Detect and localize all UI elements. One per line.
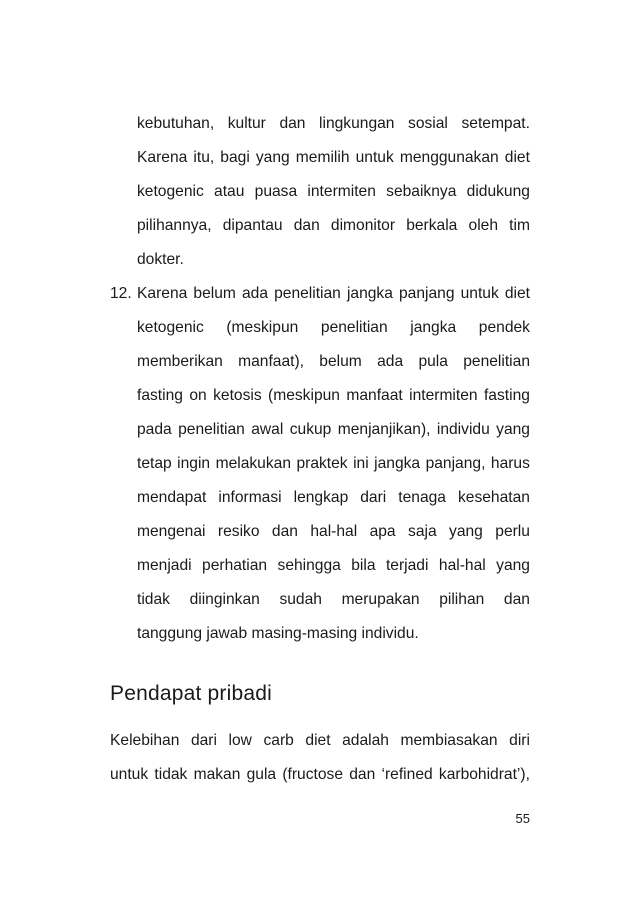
text-line [137,454,530,474]
word: pendek [478,319,530,336]
word: sosial [408,115,448,132]
word: individu [436,421,490,438]
word: Karena [137,149,188,166]
word: hal-hal [310,523,358,540]
word: dan [271,523,298,540]
word: dan [293,217,320,234]
word: itu, [193,149,215,166]
word: jangka [346,285,393,302]
word: setempat. [461,115,530,132]
text-line [137,148,530,168]
word: penelitian [320,319,388,336]
word: berkala [406,217,458,234]
word: gula [246,766,277,783]
word: membiasakan [400,732,498,749]
word: puasa [254,183,298,200]
text-line [137,216,530,236]
word: makan [193,766,241,783]
word: praktek [296,455,348,472]
word: pada [137,421,172,438]
text-line: dokter. [137,251,184,268]
text-line [137,318,530,338]
text-line [137,182,530,202]
word: dimonitor [330,217,396,234]
word: menggunakan [399,149,499,166]
word: perlu [495,523,530,540]
text-line [137,556,530,576]
word: ada [377,353,404,370]
word: harus [490,455,530,472]
word: penelitian [178,421,245,438]
text-line [137,114,530,134]
word: menjadi [137,557,192,574]
word: karbohidrat’), [438,766,530,783]
word: sudah [279,591,322,608]
word: manfaat [346,387,403,404]
word: yang [449,523,483,540]
word: on [189,387,207,404]
word: didukung [466,183,530,200]
word: memberikan [137,353,223,370]
word: diri [509,732,530,749]
word: tidak [154,766,188,783]
word: untuk [110,766,149,783]
word: fasting [137,387,183,404]
word: kultur [227,115,266,132]
word: tidak [137,591,170,608]
word: dan [503,591,530,608]
word: ketosis [213,387,262,404]
word: dari [360,489,387,506]
word: (meskipun [226,319,299,336]
word: melakukan [215,455,291,472]
word: ‘refined [381,766,433,783]
word: ingin [177,455,211,472]
word: ketogenic [137,319,204,336]
word: pilihannya, [137,217,212,234]
word: tim [509,217,530,234]
word: belum [319,353,362,370]
word: carb [263,732,294,749]
word: saja [408,523,437,540]
text-line [137,386,530,406]
word: menjanjikan), [337,421,431,438]
word: atau [214,183,245,200]
word: diet [504,149,530,166]
word: merupakan [341,591,420,608]
word: cukup [289,421,332,438]
text-line [110,765,530,785]
word: intermiten [409,387,478,404]
word: ini [353,455,369,472]
word: yang [496,421,530,438]
section-heading: Pendapat pribadi [110,682,272,705]
word: dan [349,766,376,783]
word: bila [351,557,376,574]
word: penelitian [463,353,530,370]
word: kebutuhan, [137,115,215,132]
word: awal [251,421,284,438]
word: sebaiknya [386,183,457,200]
word: bagi [220,149,250,166]
word: untuk [355,149,394,166]
word: kesehatan [457,489,530,506]
word: panjang [399,285,455,302]
word: (fructose [282,766,344,783]
word: lingkungan [319,115,395,132]
word: low [228,732,252,749]
word: sehingga [277,557,341,574]
word: dan [279,115,306,132]
word: pula [418,353,448,370]
word: hal-hal [438,557,486,574]
word: yang [255,149,290,166]
word: intermiten [307,183,376,200]
word: mengenai [137,523,206,540]
word: oleh [468,217,498,234]
word: jangka [410,319,457,336]
word: diet [305,732,331,749]
list-number: 12. [110,285,132,302]
word: jangka [374,455,421,472]
word: tenaga [398,489,446,506]
word: dipantau [222,217,283,234]
text-line [137,420,530,440]
text-line [137,488,530,508]
word: ada [241,285,268,302]
word: diet [504,285,530,302]
word: ketogenic [137,183,204,200]
word: diinginkan [189,591,260,608]
text-line: tanggung jawab masing-masing individu. [137,625,419,642]
word: dari [190,732,217,749]
word: pilihan [439,591,485,608]
text-line [110,731,530,751]
word: yang [496,557,530,574]
page-number: 55 [515,811,530,826]
word: informasi [218,489,282,506]
word: lengkap [293,489,349,506]
text-line [137,352,530,372]
word: (meskipun [268,387,340,404]
word: Kelebihan [110,732,180,749]
word: Karena [137,285,188,302]
word: terjadi [385,557,429,574]
word: mendapat [137,489,207,506]
word: tetap [137,455,172,472]
text-line [137,590,530,610]
word: panjang, [425,455,486,472]
word: memilih [295,149,350,166]
word: untuk [460,285,499,302]
word: apa [369,523,396,540]
text-line [137,284,530,304]
word: resiko [217,523,260,540]
word: fasting [483,387,530,404]
text-line [137,522,530,542]
word: penelitian [274,285,341,302]
word: manfaat), [238,353,304,370]
word: adalah [342,732,389,749]
word: belum [193,285,236,302]
word: perhatian [202,557,268,574]
